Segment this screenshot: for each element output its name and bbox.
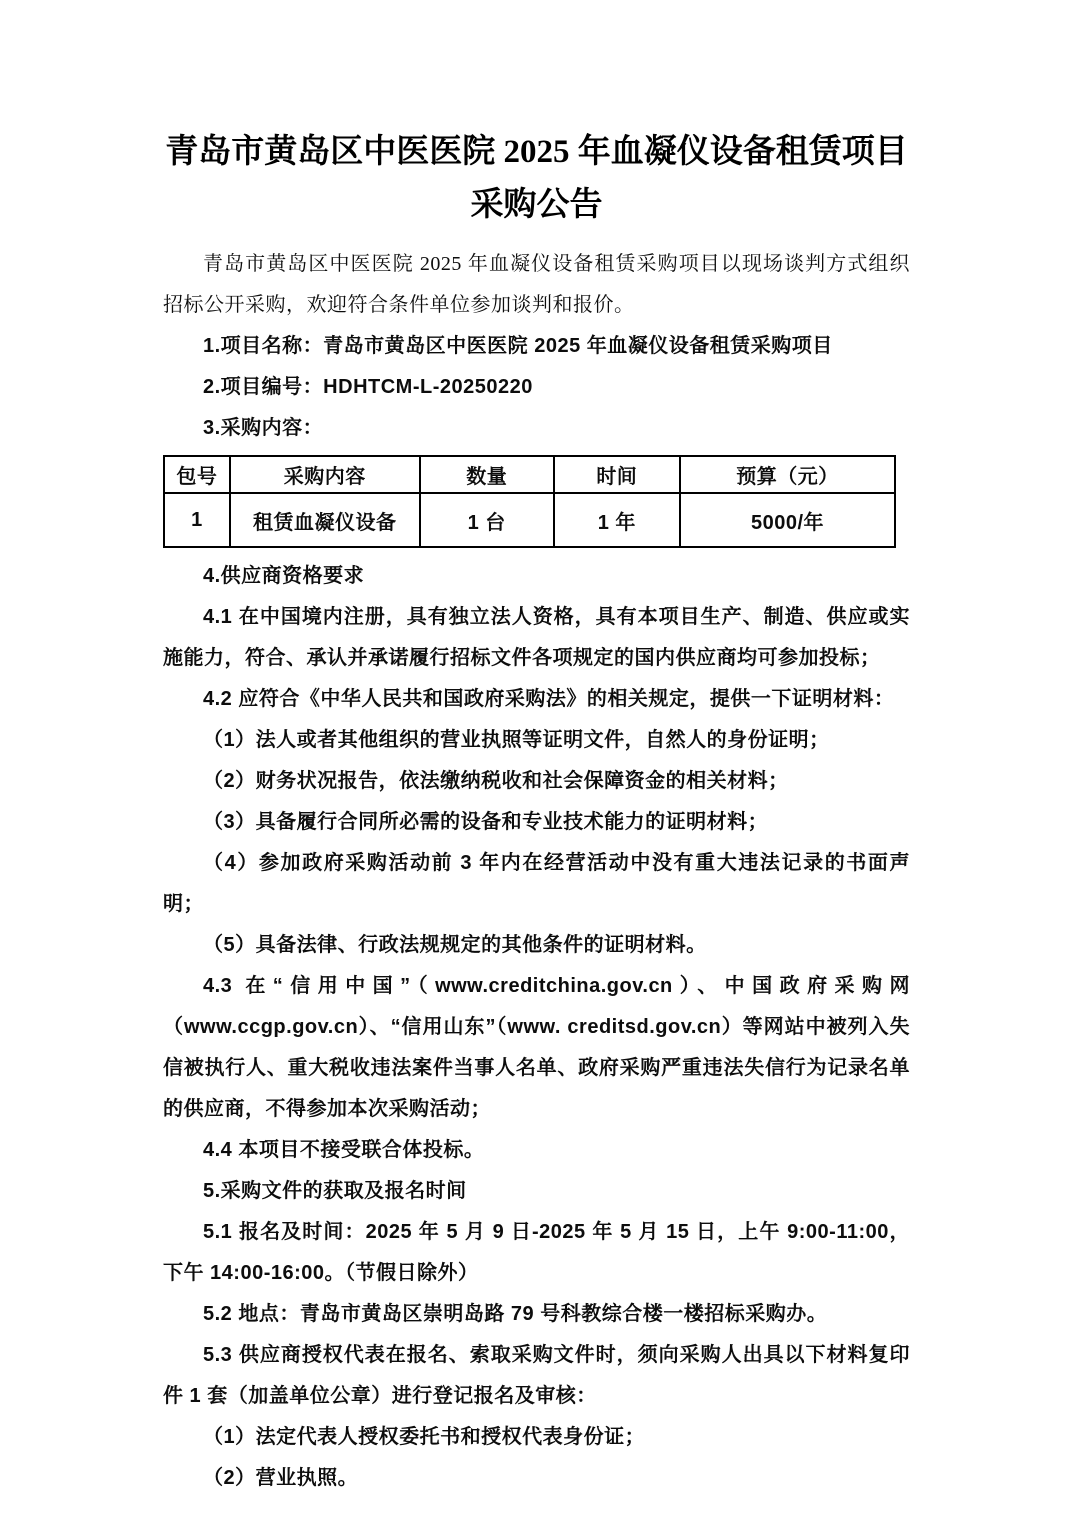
document-title: [163, 126, 910, 232]
clause-4-2-item-5: （5）具备法律、行政法规规定的其他条件的证明材料。: [203, 934, 707, 956]
clause-5-3: 5.3 供应商授权代表在报名、索取采购文件时，须向采购人出具以下材料复印件 1 套（加盖单位公章）进行登记报名及审核：: [163, 1344, 910, 1407]
clause-4-2-item-4: （4）参加政府采购活动前 3 年内在经营活动中没有重大违法记录的书面声明；: [163, 852, 910, 915]
clause-5-1: 5.1 报名及时间：2025 年 5 月 9 日-2025 年 5 月 15 日，上午 9:00-11:00，下午 14:00-16:00。（节假日除外）: [163, 1221, 910, 1284]
table-cell-package-no: 1: [164, 493, 230, 547]
table-header-row: [164, 456, 895, 493]
clause-5-2: 5.2 地点：青岛市黄岛区崇明岛路 79 号科教综合楼一楼招标采购办。: [203, 1303, 828, 1325]
table-header-time: 时间: [554, 456, 680, 493]
project-number: 2.项目编号：HDHTCM-L-20250220: [203, 376, 533, 398]
table-cell-content: 租赁血凝仪设备: [230, 493, 420, 547]
clause-4-2-item-3: （3）具备履行合同所必需的设备和专业技术能力的证明材料；: [203, 811, 769, 833]
document-body: [163, 244, 910, 1499]
table-header-content: 采购内容: [230, 456, 420, 493]
table-cell-time: 1 年: [554, 493, 680, 547]
clause-4-2: 4.2 应符合《中华人民共和国政府采购法》的相关规定，提供一下证明材料：: [203, 688, 895, 710]
clause-4-1: 4.1 在中国境内注册，具有独立法人资格，具有本项目生产、制造、供应或实施能力，符合、承认并承诺履行招标文件各项规定的国内供应商均可参加投标；: [163, 606, 910, 669]
procurement-content-label: 3.采购内容：: [203, 417, 324, 439]
intro-paragraph: 青岛市黄岛区中医医院 2025 年血凝仪设备租赁采购项目以现场谈判方式组织招标公开采购，欢迎符合条件单位参加谈判和报价。: [163, 253, 910, 316]
clause-5-3-item-2: （2）营业执照。: [203, 1467, 359, 1489]
table-cell-budget: 5000/年: [680, 493, 895, 547]
section-5-heading: 5.采购文件的获取及报名时间: [203, 1180, 467, 1202]
project-name: 1.项目名称：青岛市黄岛区中医医院 2025 年血凝仪设备租赁采购项目: [203, 335, 833, 357]
supplier-qualification-heading: 4.供应商资格要求: [203, 565, 365, 587]
table-header-budget: 预算（元）: [680, 456, 895, 493]
table-row: [164, 493, 895, 547]
title-line-1: 青岛市黄岛区中医医院 2025 年血凝仪设备租赁项目: [165, 134, 908, 170]
table-cell-quantity: 1 台: [420, 493, 554, 547]
procurement-table: [163, 455, 896, 548]
table-header-package-no: 包号: [164, 456, 230, 493]
table-header-quantity: 数量: [420, 456, 554, 493]
clause-5-3-item-1: （1）法定代表人授权委托书和授权代表身份证；: [203, 1426, 646, 1448]
clause-4-2-item-1: （1）法人或者其他组织的营业执照等证明文件，自然人的身份证明；: [203, 729, 830, 751]
title-line-2: 采购公告: [470, 187, 603, 223]
clause-4-2-item-2: （2）财务状况报告，依法缴纳税收和社会保障资金的相关材料；: [203, 770, 789, 792]
clause-4-3: 4.3 在“信用中国”（www.creditchina.gov.cn）、中国政府采购网（www.ccgp.gov.cn）、“信用山东”（www. creditsd.gov.cn）等网站中被列入失信被执行人、重大税收违法案件当事人名单、政府采购严重违法失信行为记录名单的供应商，不得参加本次采购活动；: [163, 975, 910, 1120]
clause-4-4: 4.4 本项目不接受联合体投标。: [203, 1139, 485, 1161]
